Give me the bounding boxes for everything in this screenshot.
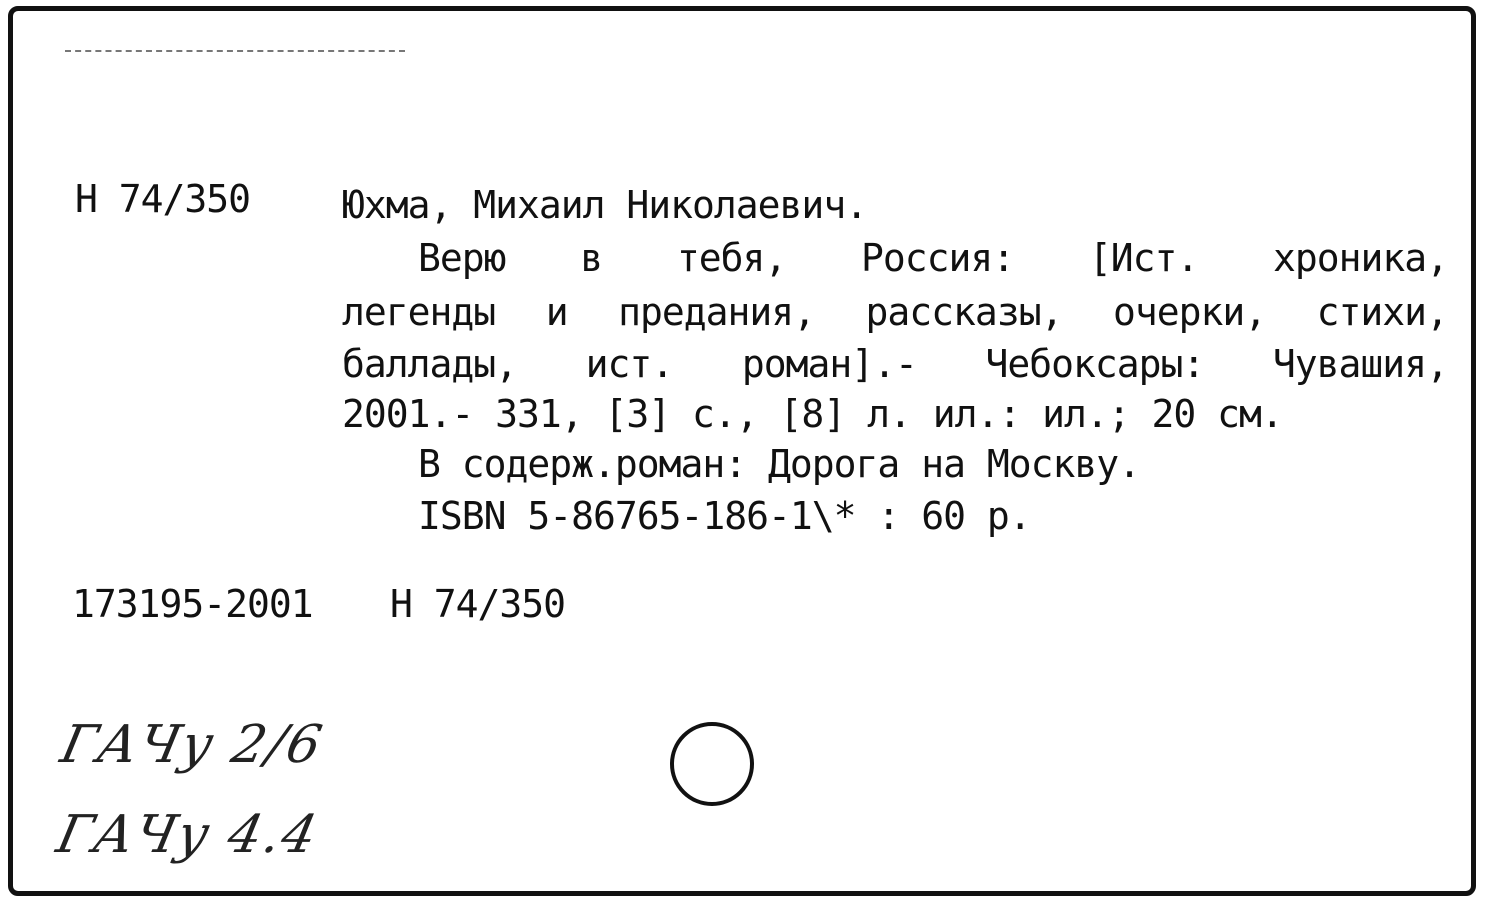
title-word: рассказы, — [865, 290, 1063, 334]
author-heading: Юхма, Михаил Николаевич. — [342, 183, 868, 227]
title-line-1 — [418, 236, 1448, 280]
title-word: баллады, — [342, 342, 518, 386]
title-word: Чувашия, — [1272, 342, 1448, 386]
title-word: легенды — [342, 290, 496, 334]
card-punch-hole — [670, 722, 754, 806]
inventory-number: 173195-2001 — [72, 582, 313, 626]
title-word: Россия: — [860, 236, 1015, 280]
contents-note: В содерж.роман: Дорога на Москву. — [418, 442, 1140, 486]
title-word: и — [545, 290, 568, 334]
title-word: в — [580, 236, 603, 280]
handwritten-note-2: ГАЧу 4.4 — [51, 805, 324, 865]
handwritten-note-1: ГАЧу 2/6 — [55, 715, 329, 775]
call-number-bottom: Н 74/350 — [390, 582, 566, 626]
title-word: Чебоксары: — [985, 342, 1205, 386]
title-line-3 — [342, 342, 1448, 386]
title-word: предания, — [618, 290, 816, 334]
imprint-line: 2001.- 331, [3] с., [8] л. ил.: ил.; 20 см. — [342, 392, 1283, 436]
title-word: роман].- — [741, 342, 917, 386]
title-word: очерки, — [1112, 290, 1267, 334]
top-dashed-rule — [65, 50, 405, 52]
title-word: ист. — [585, 342, 674, 386]
title-line-2 — [342, 290, 1448, 334]
title-word: стихи, — [1316, 290, 1448, 334]
title-word: тебя, — [676, 236, 787, 280]
title-word: Верю — [418, 236, 506, 280]
title-word: хроника, — [1272, 236, 1448, 280]
title-word: [Ист. — [1088, 236, 1199, 280]
call-number: Н 74/350 — [75, 177, 251, 221]
isbn-line: ISBN 5-86765-186-1\* : 60 р. — [418, 494, 1031, 538]
